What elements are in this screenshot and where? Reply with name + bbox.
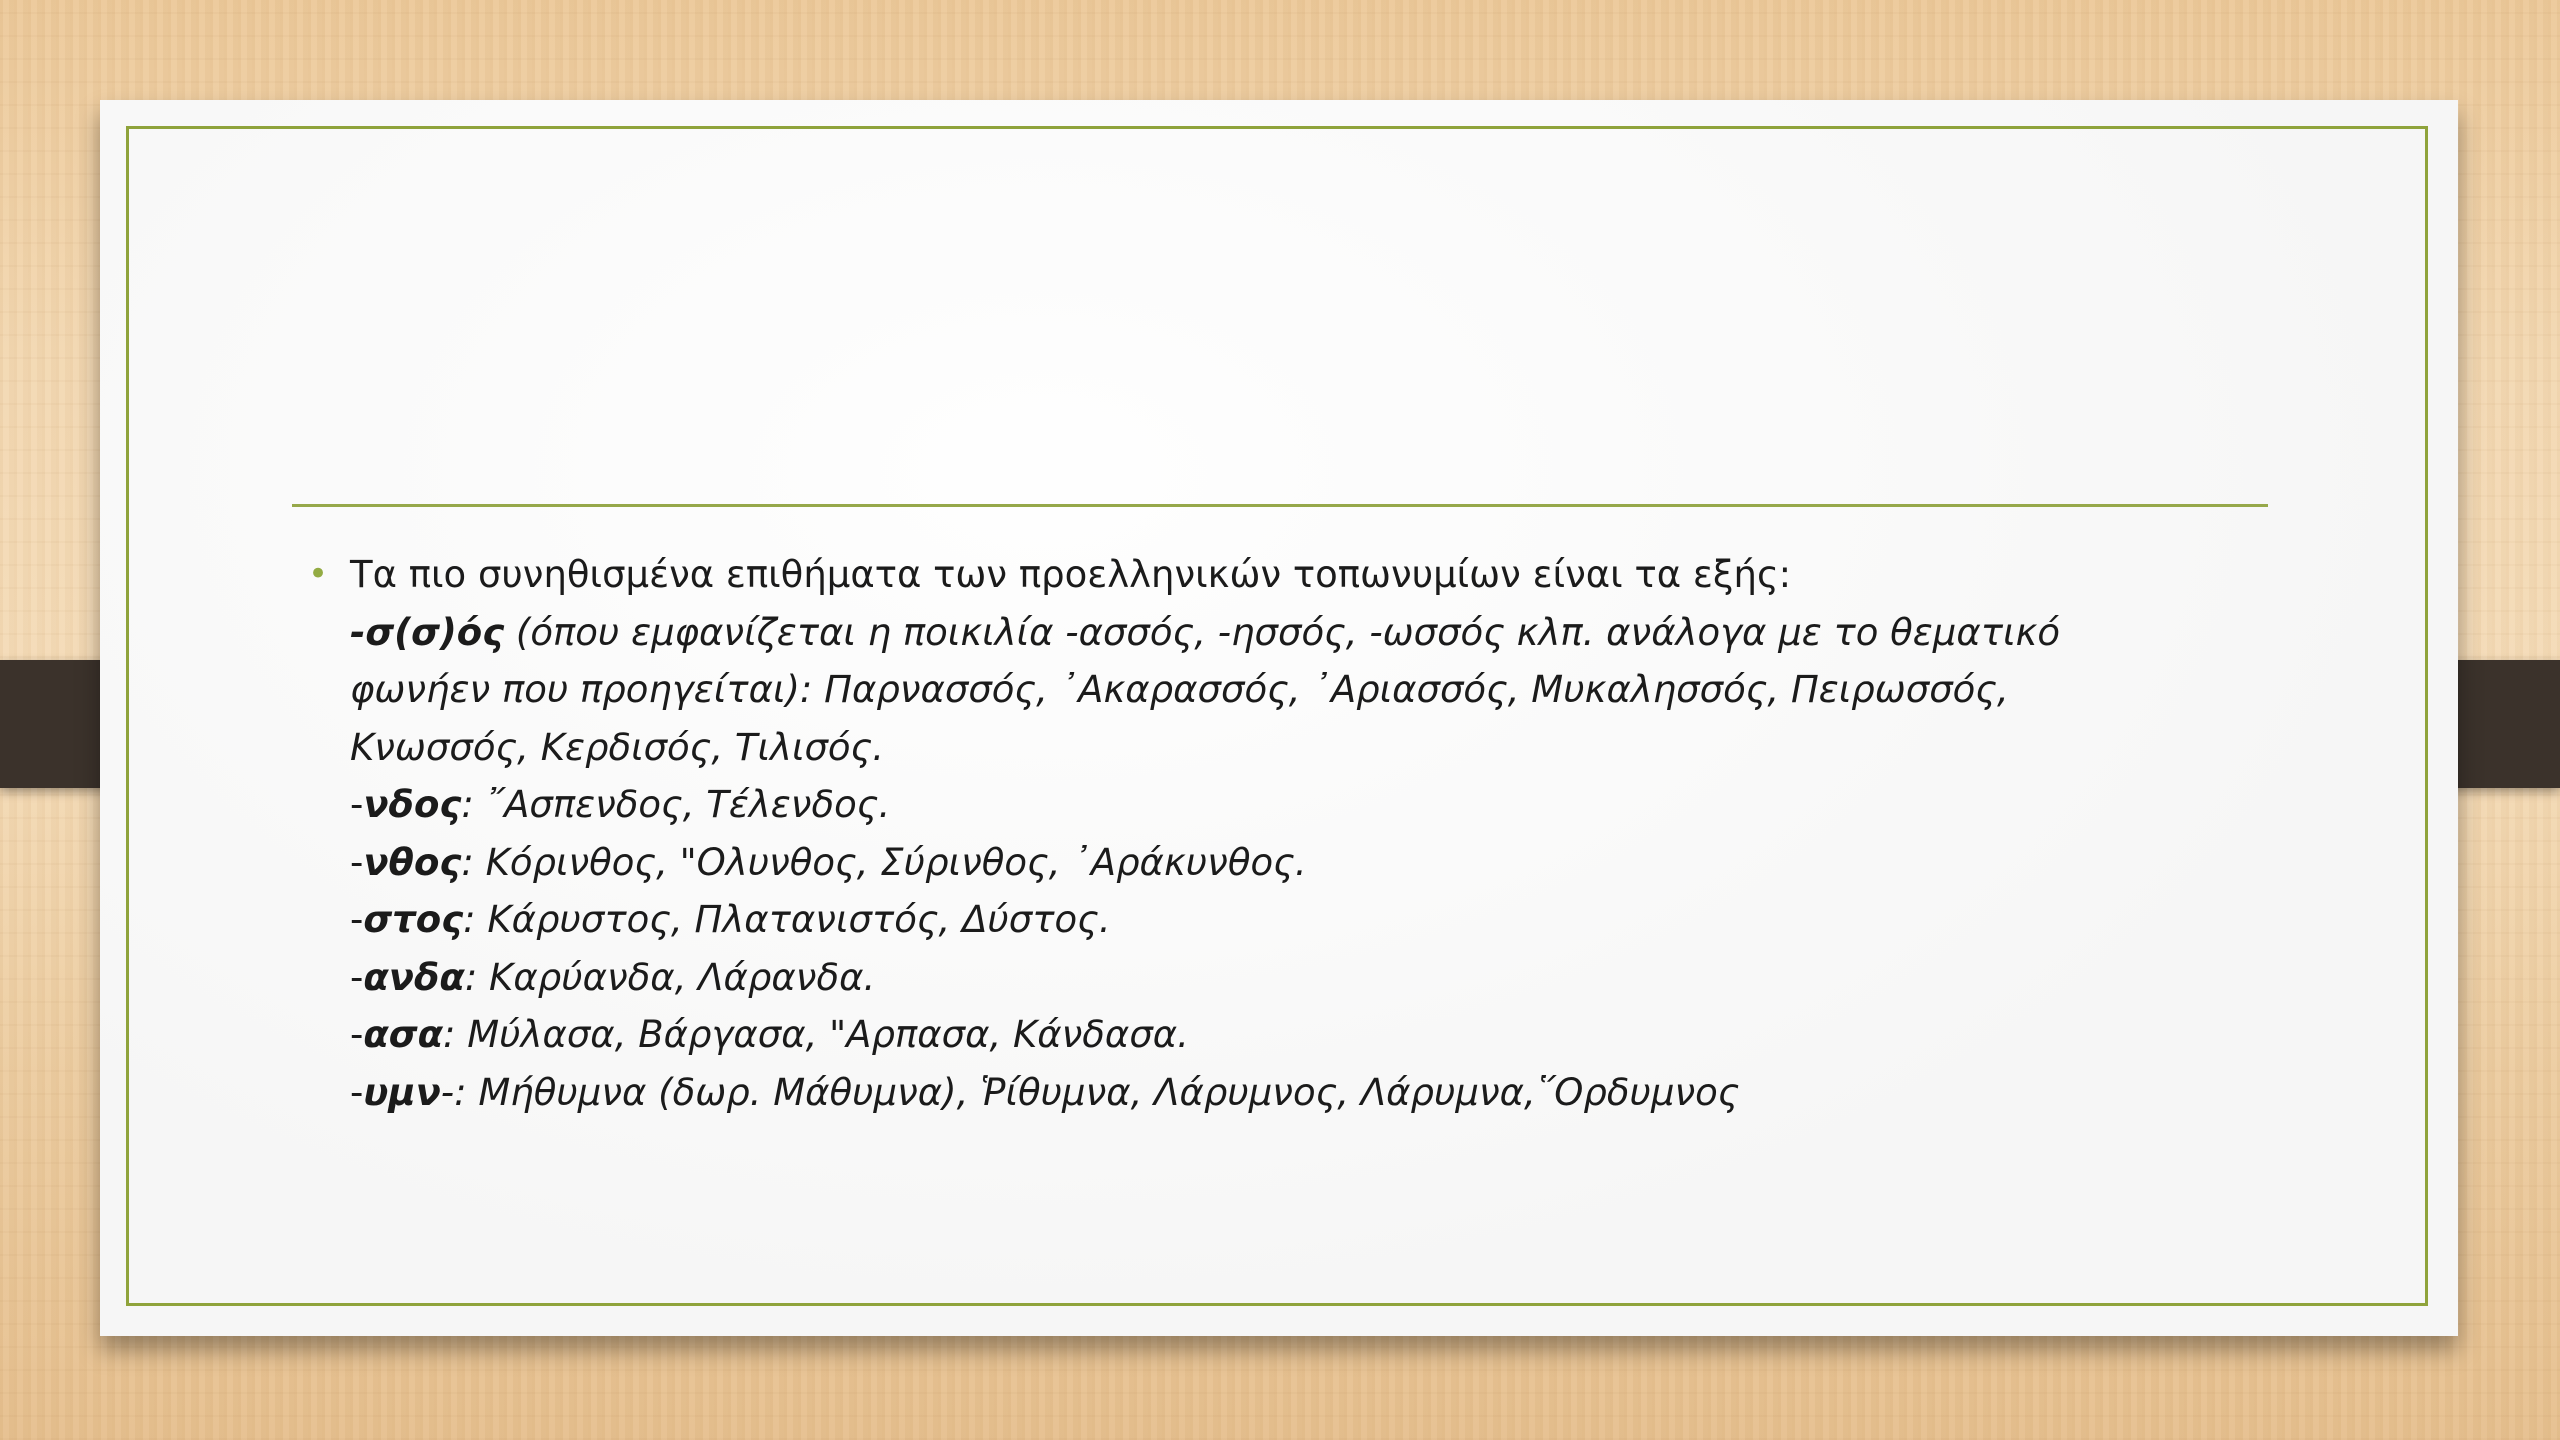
slide-canvas	[100, 100, 2458, 1336]
suffix-dash: -	[350, 783, 364, 826]
suffix-line-stos	[350, 891, 2310, 949]
suffix-line-ymn	[350, 1064, 2310, 1122]
suffix-label: ανδα	[363, 955, 465, 999]
intro-line: Τα πιο συνηθισμένα επιθήματα των προελληνικών τοπωνυμίων είναι τα εξής:	[350, 553, 1792, 596]
suffix-line-nthos	[350, 834, 2310, 892]
suffix-examples: -: Μήθυμνα (δωρ. Μάθυμνα), Ῥίθυμνα, Λάρυμνος, Λάρυμνα,῞Ορδυμνος	[440, 1070, 1740, 1114]
suffix-dash: -	[350, 1070, 364, 1114]
suffix-examples: : Κόρινθος, "Ολυνθος, Σύρινθος, ᾿Αράκυνθος.	[461, 840, 1307, 884]
suffix-sos-line-1	[350, 604, 2310, 662]
suffix-label: υμν	[363, 1070, 441, 1114]
suffix-examples: : Κάρυστος, Πλατανιστός, Δύστος.	[463, 898, 1111, 941]
suffix-dash: -	[350, 1013, 364, 1056]
slide-body-text	[308, 546, 2310, 1121]
suffix-line-anda	[350, 949, 2310, 1007]
suffix-sos-description: (όπου εμφανίζεται η ποικιλία -ασσός, -ησσός, -ωσσός κλπ. ανάλογα με το θεματικό	[504, 610, 2060, 654]
suffix-sos-line-2: φωνήεν που προηγείται): Παρνασσός, ᾿Ακαρασσός, ᾿Αριασσός, Μυκαλησσός, Πειρωσσός,	[350, 668, 2009, 711]
suffix-sos-label: -σ(σ)ός	[350, 610, 505, 654]
suffix-sos-line-3: Κνωσσός, Κερδισός, Τιλισός.	[350, 725, 885, 769]
suffix-dash: -	[350, 840, 364, 884]
suffix-label: στος	[363, 898, 464, 941]
suffix-label: νδος	[363, 783, 462, 826]
suffix-label: ασα	[363, 1013, 444, 1056]
suffix-examples: : ῎Ασπενδος, Τέλενδος.	[461, 783, 891, 826]
suffix-line-asa	[350, 1006, 2310, 1064]
title-divider-line	[292, 504, 2268, 507]
suffix-line-ndos	[350, 776, 2310, 834]
suffix-dash: -	[350, 955, 364, 999]
suffix-dash: -	[350, 898, 364, 941]
suffix-label: νθος	[363, 840, 462, 884]
suffix-examples: : Καρύανδα, Λάρανδα.	[464, 955, 876, 999]
suffix-examples: : Μύλασα, Βάργασα, "Αρπασα, Κάνδασα.	[443, 1013, 1189, 1056]
bullet-icon: •	[308, 554, 329, 594]
